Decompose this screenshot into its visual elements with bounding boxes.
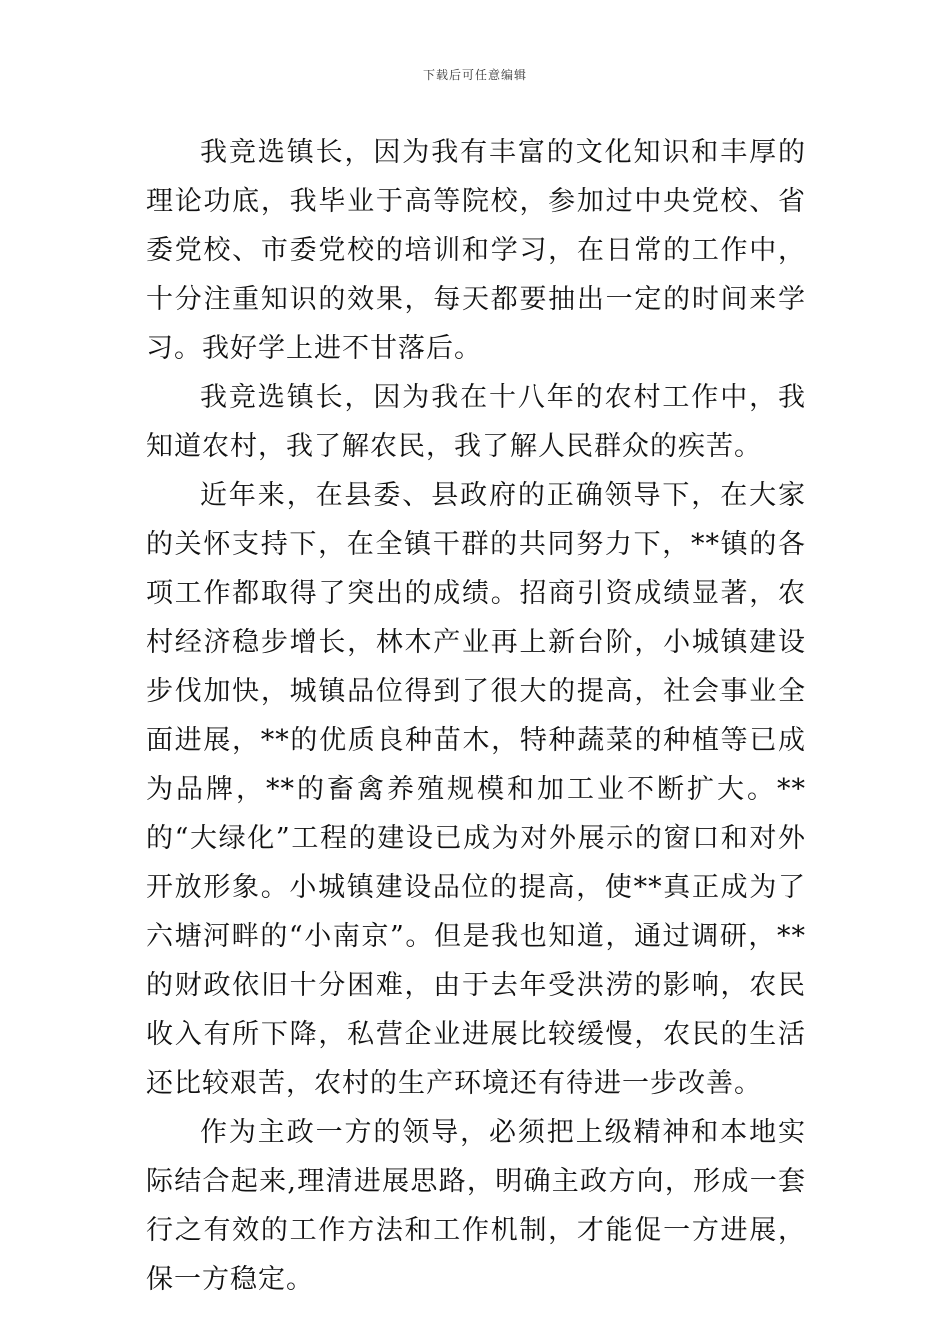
paragraph-1: 我竞选镇长，因为我有丰富的文化知识和丰厚的理论功底，我毕业于高等院校，参加过中央党校、省委党校、市委党校的培训和学习，在日常的工作中，十分注重知识的效果，每天都要抽出一定的时间来学习。我好学上进不甘落后。 [146, 137, 806, 364]
paragraph-3: 近年来，在县委、县政府的正确领导下，在大家的关怀支持下，在全镇干群的共同努力下，**镇的各项工作都取得了突出的成绩。招商引资成绩显著，农村经济稳步增长，林木产业再上新台阶，小城镇建设步伐加快，城镇品位得到了很大的提高，社会事业全面进展，**的优质良种苗木，特种蔬菜的种植等已成为品牌，**的畜禽养殖规模和加工业不断扩大。**的“大绿化”工程的建设已成为对外展示的窗口和对外开放形象。小城镇建设品位的提高，使**真正成为了六塘河畔的“小南京”。但是我也知道，通过调研，**的财政依旧十分困难，由于去年受洪涝的影响，农民收入有所下降，私营企业进展比较缓慢，农民的生活还比较艰苦，农村的生产环境还有待进一步改善。 [146, 480, 806, 1099]
paragraph-4: 作为主政一方的领导，必须把上级精神和本地实际结合起来,理清进展思路，明确主政方向，形成一套行之有效的工作方法和工作机制，才能促一方进展，保一方稳定。 [146, 1117, 806, 1295]
paragraph-2: 我竞选镇长，因为我在十八年的农村工作中，我知道农村，我了解农民，我了解人民群众的疾苦。 [146, 382, 806, 462]
document-body [146, 128, 806, 1304]
header-note: 下载后可任意编辑 [422, 68, 527, 82]
